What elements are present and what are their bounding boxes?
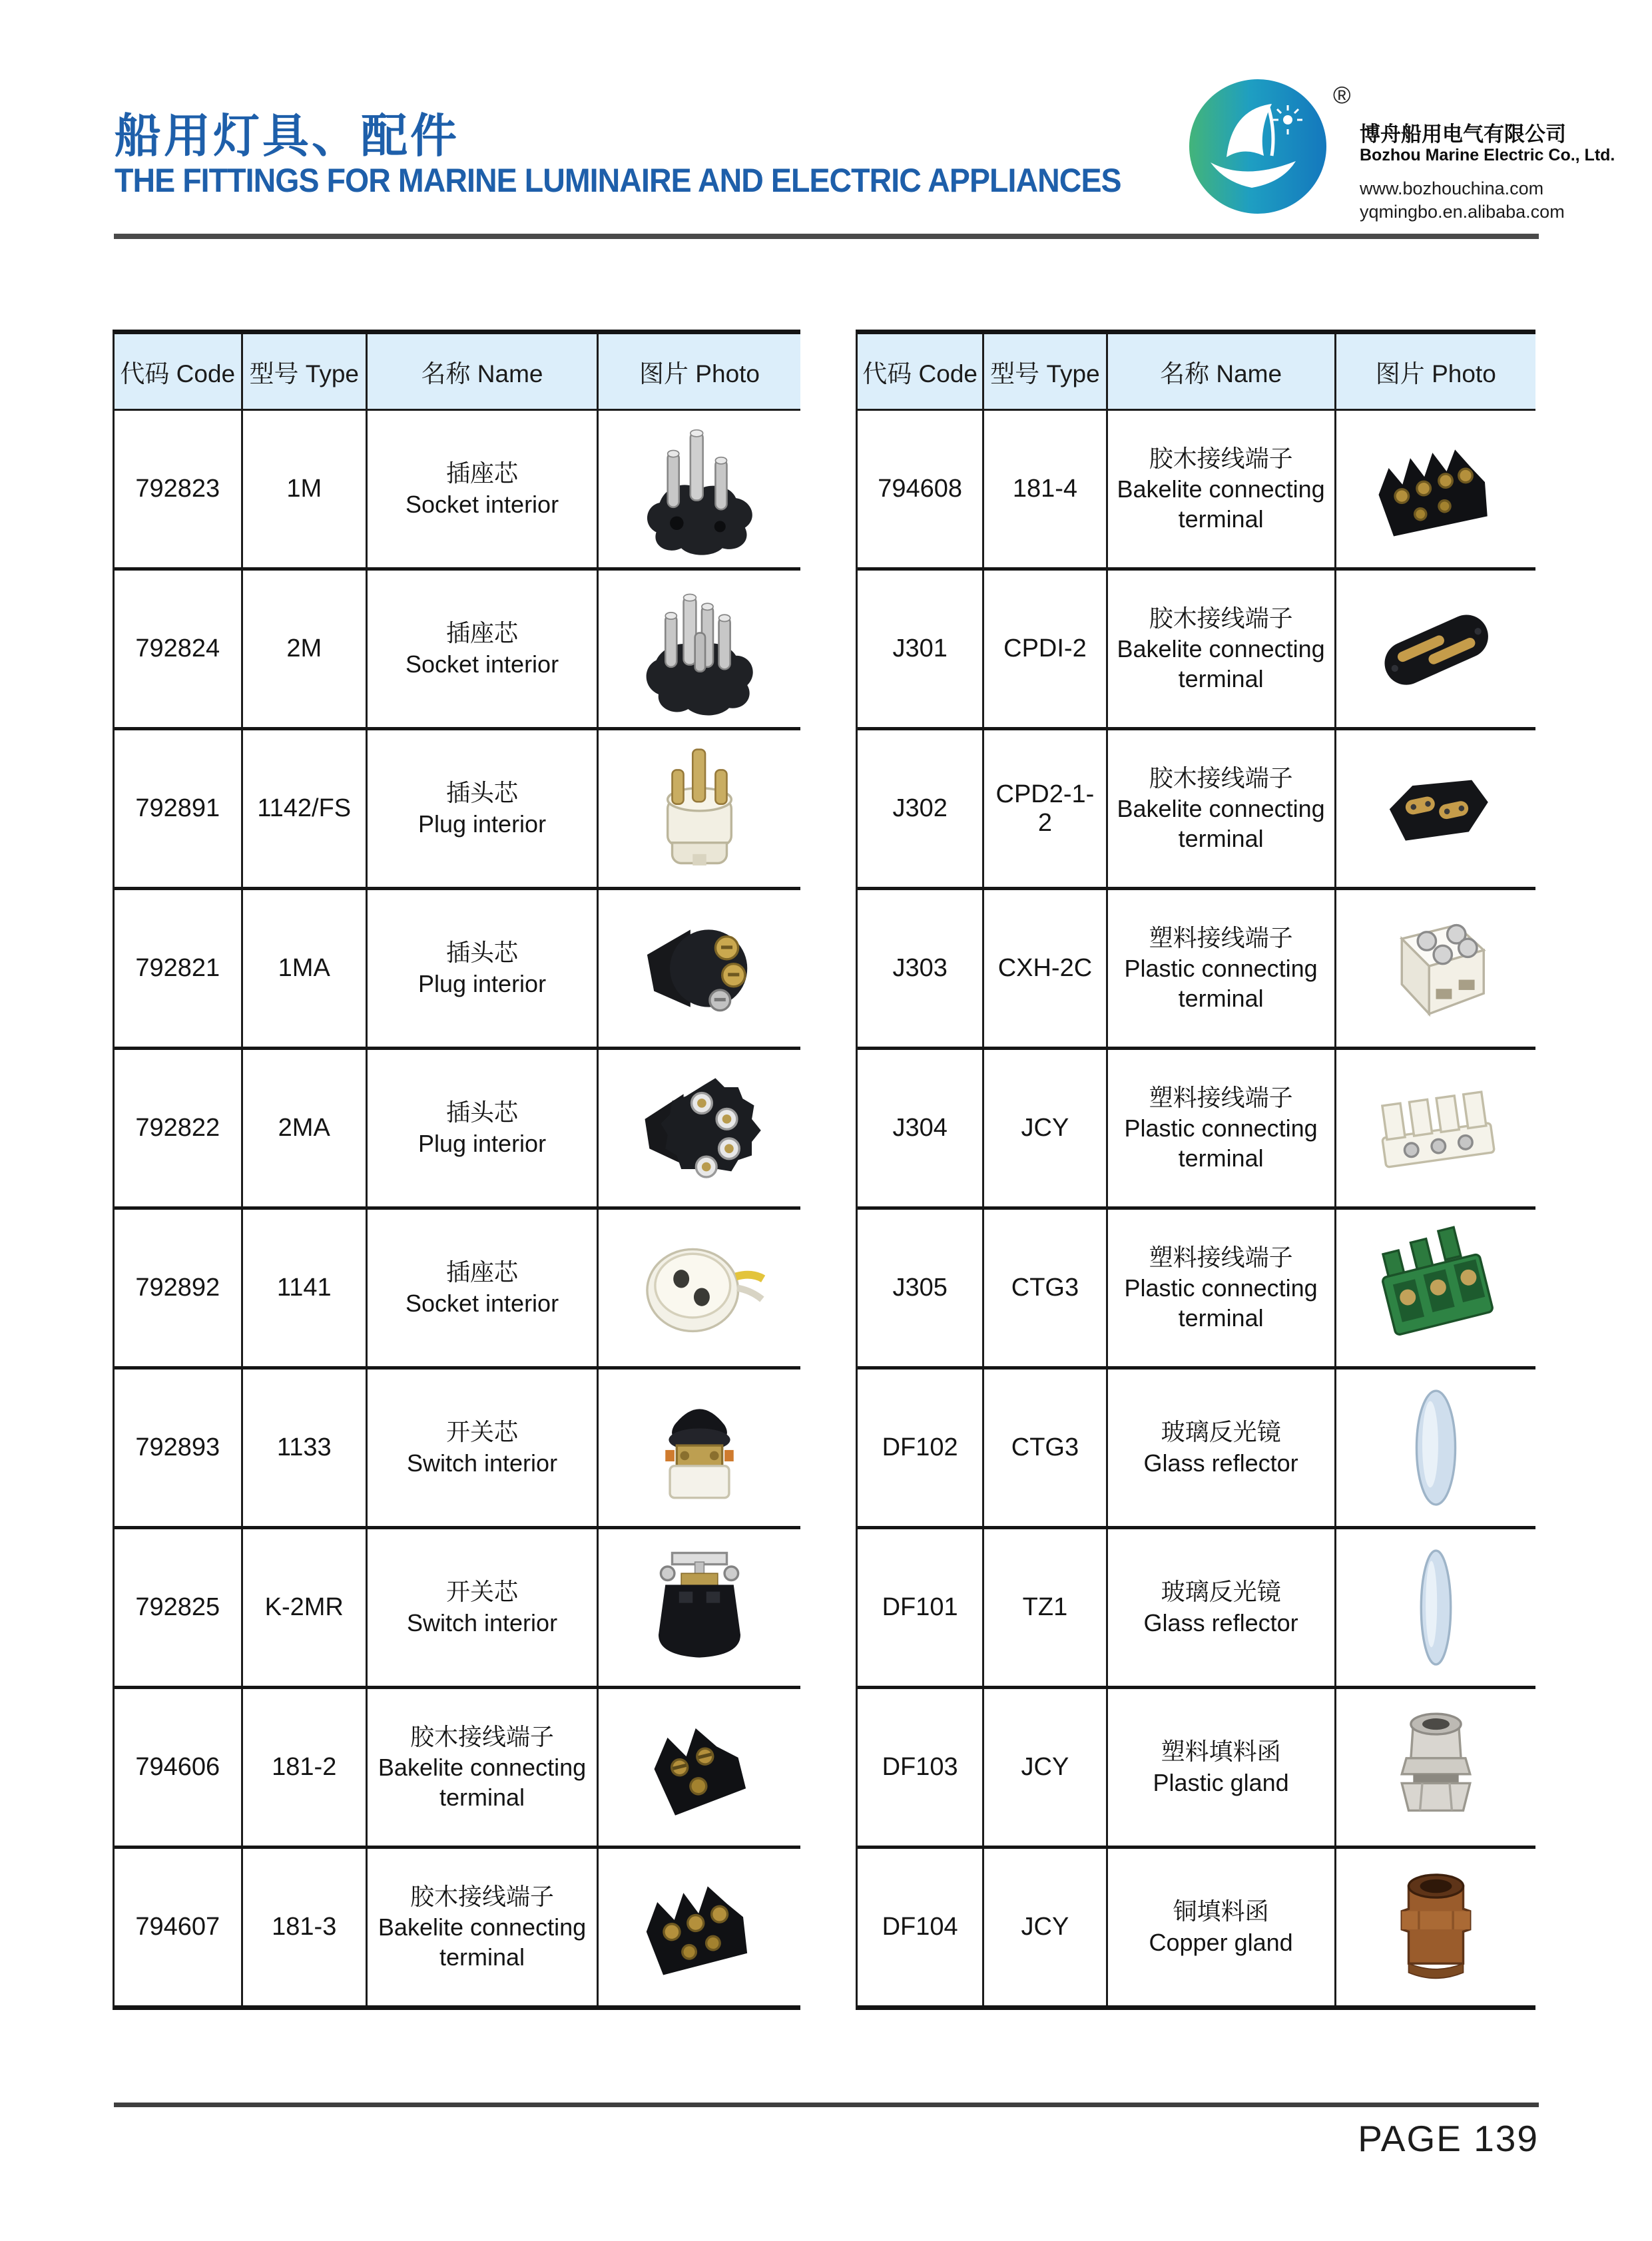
cell-name <box>366 890 597 1047</box>
company-website-alibaba: yqmingbo.en.alibaba.com <box>1360 202 1565 222</box>
cell-photo <box>597 1849 800 2005</box>
product-name-cn: 开关芯 <box>446 1417 519 1445</box>
cell-type: 2MA <box>241 1050 366 1206</box>
cell-code: J304 <box>892 1114 948 1142</box>
product-name-cn: 插座芯 <box>446 459 519 487</box>
cell-name <box>366 1849 597 2005</box>
socket-white-disc-photo <box>631 1220 768 1356</box>
cell-name <box>366 1370 597 1526</box>
cell-photo <box>1334 1370 1535 1526</box>
cell-type: JCY <box>982 1689 1105 1846</box>
product-name-cn: 玻璃反光镜 <box>1161 1577 1281 1605</box>
company-name-en: Bozhou Marine Electric Co., Ltd. <box>1360 146 1615 164</box>
fittings-table-left <box>113 330 800 2010</box>
cell-photo <box>1334 730 1535 887</box>
page-title-cn: 船用灯具、配件 <box>115 110 459 162</box>
cell-type: 181-2 <box>241 1689 366 1846</box>
table-row <box>115 1686 800 1846</box>
cell-photo <box>597 890 800 1047</box>
product-name-en: Socket interior <box>405 490 559 518</box>
header-divider <box>114 234 1539 239</box>
plate-oval-photo <box>1368 581 1504 717</box>
cell-name <box>1106 1210 1334 1366</box>
cell-name <box>366 1210 597 1366</box>
cell-type: JCY <box>982 1050 1105 1206</box>
cell-code: 792823 <box>135 475 220 503</box>
cell-photo <box>1334 1210 1535 1366</box>
table-row <box>858 1846 1535 2005</box>
cell-code: 792822 <box>135 1114 220 1142</box>
product-name-cn: 开关芯 <box>446 1577 519 1605</box>
cell-code: 792891 <box>135 794 220 822</box>
product-name-cn: 插头芯 <box>446 938 519 966</box>
cell-code: 794607 <box>135 1913 220 1941</box>
cell-type: CXH-2C <box>982 890 1105 1047</box>
column-header: 名称 Name <box>1106 334 1334 409</box>
product-name-en: Glass reflector <box>1143 1609 1298 1636</box>
cell-code: J302 <box>892 794 948 822</box>
cell-photo <box>597 1689 800 1846</box>
company-name-cn: 博舟船用电气有限公司 <box>1360 123 1566 146</box>
cell-type: 181-4 <box>982 411 1105 567</box>
product-name-en: Bakelite connecting terminal <box>1117 475 1325 533</box>
cell-photo <box>597 1370 800 1526</box>
lens-small-photo <box>1368 1539 1504 1676</box>
cell-photo <box>1334 1050 1535 1206</box>
cell-type: TZ1 <box>982 1529 1105 1686</box>
socket-3pin-black-photo <box>631 421 768 557</box>
cell-code: DF102 <box>882 1433 958 1461</box>
cell-code: 792821 <box>135 954 220 982</box>
white-block-photo <box>1368 900 1504 1037</box>
cell-type: 2M <box>241 571 366 727</box>
product-name-en: Switch interior <box>406 1449 558 1477</box>
cell-photo <box>597 1210 800 1366</box>
gland-plastic-photo <box>1368 1699 1504 1836</box>
cell-photo <box>1334 411 1535 567</box>
company-website: www.bozhouchina.com <box>1360 178 1544 198</box>
product-name-en: Plug interior <box>417 969 547 997</box>
cell-photo <box>1334 1529 1535 1686</box>
column-header: 名称 Name <box>366 334 597 409</box>
cell-photo <box>1334 1849 1535 2005</box>
table-row <box>858 567 1535 727</box>
plug-black-cone-photo <box>631 900 768 1037</box>
table-row <box>115 1206 800 1366</box>
product-name-cn: 插座芯 <box>446 619 519 646</box>
table-header-row <box>115 334 800 411</box>
plug-white-3pin-photo <box>631 740 768 877</box>
gland-copper-photo <box>1368 1859 1504 1995</box>
product-name-en: Plastic gland <box>1153 1768 1289 1796</box>
cell-name <box>366 1050 597 1206</box>
cell-code: J301 <box>892 634 948 662</box>
table-row <box>858 1047 1535 1206</box>
product-name-en: Plug interior <box>417 810 547 838</box>
cell-name <box>366 411 597 567</box>
cell-photo <box>1334 571 1535 727</box>
cell-code: 792824 <box>135 634 220 662</box>
product-name-cn: 胶木接线端子 <box>410 1882 555 1910</box>
product-name-en: Plastic connecting terminal <box>1124 955 1318 1012</box>
cell-code: 794608 <box>878 475 963 503</box>
cell-name <box>1106 411 1334 567</box>
product-name-cn: 塑料接线端子 <box>1149 923 1293 951</box>
switch-cylinder-photo <box>631 1539 768 1676</box>
product-name-cn: 插头芯 <box>446 1098 519 1126</box>
product-name-en: Plastic connecting terminal <box>1124 1274 1318 1332</box>
cell-photo <box>1334 890 1535 1047</box>
product-name-en: Plug interior <box>417 1129 547 1157</box>
plug-black-multi-photo <box>631 1060 768 1196</box>
cell-code: 792892 <box>135 1274 220 1302</box>
column-header: 代码 Code <box>120 360 236 387</box>
product-name-cn: 塑料填料函 <box>1161 1737 1281 1765</box>
white-strip-photo <box>1368 1060 1504 1196</box>
table-row <box>858 727 1535 887</box>
product-name-en: Socket interior <box>405 1289 559 1317</box>
column-header: 代码 Code <box>862 360 978 387</box>
cell-name <box>1106 1050 1334 1206</box>
cell-photo <box>597 730 800 887</box>
product-name-cn: 胶木接线端子 <box>1149 764 1293 792</box>
cell-name <box>1106 730 1334 887</box>
column-header: 图片 Photo <box>1334 334 1535 409</box>
product-name-en: Bakelite connecting terminal <box>1117 635 1325 692</box>
cell-code: DF101 <box>882 1593 958 1621</box>
cell-type: 1M <box>241 411 366 567</box>
cell-name <box>1106 571 1334 727</box>
cell-type: 1142/FS <box>241 730 366 887</box>
column-header: 型号 Type <box>241 334 366 409</box>
cell-name <box>1106 1689 1334 1846</box>
cell-photo <box>597 571 800 727</box>
switch-knob-photo <box>631 1379 768 1516</box>
product-name-en: Switch interior <box>406 1609 558 1636</box>
table-row <box>858 1206 1535 1366</box>
cell-code: J303 <box>892 954 948 982</box>
green-terminal-photo <box>1368 1220 1504 1356</box>
cell-type: CPDI-2 <box>982 571 1105 727</box>
cell-name <box>366 1529 597 1686</box>
cell-code: 792825 <box>135 1593 220 1621</box>
product-name-en: Bakelite connecting terminal <box>1117 795 1325 852</box>
product-name-cn: 胶木接线端子 <box>1149 444 1293 472</box>
plate-small-photo <box>1368 740 1504 877</box>
page-title-en: THE FITTINGS FOR MARINE LUMINAIRE AND ELECTRIC APPLIANCES <box>115 162 1121 199</box>
product-name-en: Bakelite connecting terminal <box>378 1913 587 1971</box>
cell-name <box>1106 1529 1334 1686</box>
product-name-en: Plastic connecting terminal <box>1124 1115 1318 1172</box>
terminal-2pole-photo <box>631 1699 768 1836</box>
table-row <box>115 1366 800 1526</box>
table-row <box>115 411 800 567</box>
cell-type: 1133 <box>241 1370 366 1526</box>
terminal-4pole-photo <box>1368 421 1504 557</box>
cell-type: 181-3 <box>241 1849 366 2005</box>
cell-name <box>366 730 597 887</box>
product-name-cn: 胶木接线端子 <box>1149 604 1293 632</box>
cell-code: DF103 <box>882 1753 958 1781</box>
cell-type: 1141 <box>241 1210 366 1366</box>
cell-type: CTG3 <box>982 1210 1105 1366</box>
table-header-row <box>858 334 1535 411</box>
product-name-en: Bakelite connecting terminal <box>378 1754 587 1811</box>
socket-5pin-black-photo <box>631 581 768 717</box>
cell-photo <box>597 1050 800 1206</box>
cell-name <box>366 1689 597 1846</box>
product-name-cn: 胶木接线端子 <box>410 1722 555 1750</box>
company-logo-sail-icon <box>1188 77 1329 216</box>
product-name-en: Glass reflector <box>1143 1449 1298 1477</box>
product-name-cn: 插头芯 <box>446 778 519 806</box>
cell-code: DF104 <box>882 1913 958 1941</box>
cell-code: 794606 <box>135 1753 220 1781</box>
cell-code: 792893 <box>135 1433 220 1461</box>
terminal-3pole-photo <box>631 1859 768 1995</box>
column-header: 型号 Type <box>982 334 1105 409</box>
product-name-cn: 铜填料函 <box>1173 1897 1269 1925</box>
table-row <box>115 887 800 1047</box>
table-row <box>115 1047 800 1206</box>
registered-trademark: ® <box>1333 81 1351 109</box>
product-name-cn: 插座芯 <box>446 1258 519 1286</box>
product-name-en: Copper gland <box>1149 1928 1293 1956</box>
table-row <box>858 887 1535 1047</box>
table-row <box>858 1526 1535 1686</box>
cell-type: CPD2-1-2 <box>982 730 1105 887</box>
cell-photo <box>1334 1689 1535 1846</box>
cell-type: K-2MR <box>241 1529 366 1686</box>
cell-name <box>1106 890 1334 1047</box>
cell-name <box>1106 1370 1334 1526</box>
cell-photo <box>597 411 800 567</box>
page-number: PAGE 139 <box>1358 2118 1539 2159</box>
product-name-cn: 塑料接线端子 <box>1149 1243 1293 1271</box>
table-row <box>858 1366 1535 1526</box>
product-name-cn: 玻璃反光镜 <box>1161 1417 1281 1445</box>
cell-type: CTG3 <box>982 1370 1105 1526</box>
table-row <box>115 727 800 887</box>
lens-large-photo <box>1368 1379 1504 1516</box>
cell-photo <box>597 1529 800 1686</box>
table-row <box>858 1686 1535 1846</box>
table-row <box>115 1526 800 1686</box>
footer-divider <box>114 2103 1539 2107</box>
product-name-cn: 塑料接线端子 <box>1149 1083 1293 1111</box>
cell-type: 1MA <box>241 890 366 1047</box>
cell-name <box>366 571 597 727</box>
cell-type: JCY <box>982 1849 1105 2005</box>
column-header: 图片 Photo <box>597 334 800 409</box>
cell-name <box>1106 1849 1334 2005</box>
table-row <box>115 1846 800 2005</box>
fittings-table-right <box>856 330 1535 2010</box>
table-row <box>858 411 1535 567</box>
cell-code: J305 <box>892 1274 948 1302</box>
table-row <box>115 567 800 727</box>
product-name-en: Socket interior <box>405 650 559 678</box>
